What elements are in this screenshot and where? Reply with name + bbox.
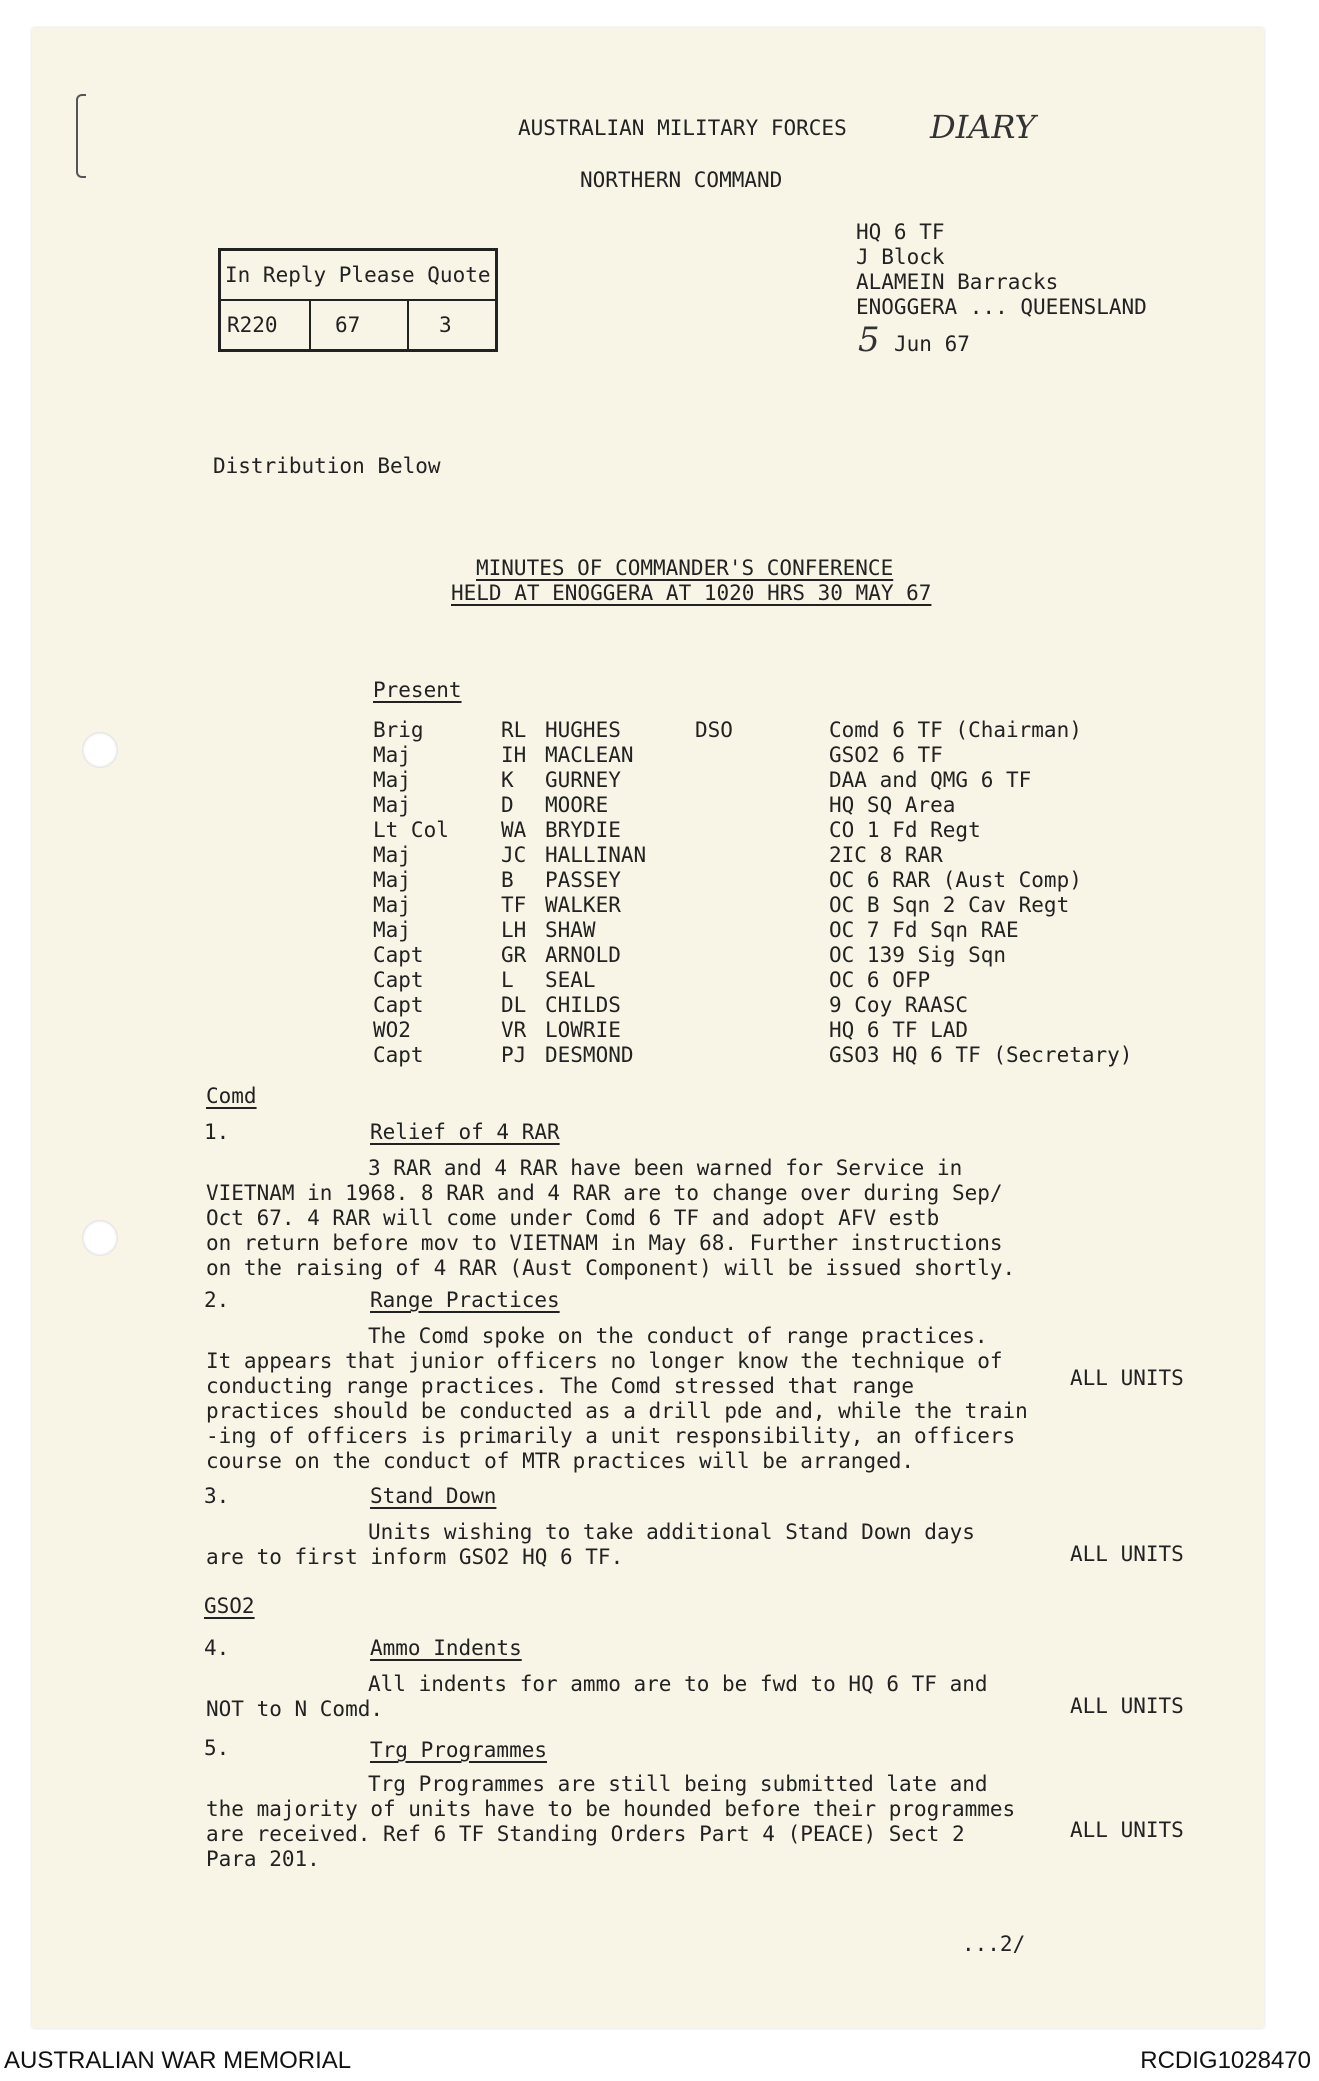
- item-action-units: ALL UNITS: [1070, 1818, 1184, 1842]
- attendee-initials: TF: [501, 893, 527, 917]
- item-title: Relief of 4 RAR: [370, 1120, 560, 1144]
- attendee-appointment: 2IC 8 RAR: [829, 843, 943, 867]
- attendee-initials: JC: [501, 843, 527, 867]
- attendee-name: MACLEAN: [545, 743, 634, 767]
- attendee-appointment: OC 139 Sig Sqn: [829, 943, 1007, 967]
- item-body-line: on return before mov to VIETNAM in May 68. Further instructions: [206, 1231, 1003, 1255]
- org-heading: AUSTRALIAN MILITARY FORCES: [518, 116, 847, 140]
- item-number: 1.: [204, 1120, 230, 1144]
- attendee-name: HALLINAN: [545, 843, 647, 867]
- item-number: 3.: [204, 1484, 230, 1508]
- item-body-line: NOT to N Comd.: [206, 1697, 384, 1721]
- punch-hole-top: [82, 732, 118, 768]
- item-body-line: 3 RAR and 4 RAR have been warned for Service in: [368, 1156, 963, 1180]
- attendee-name: GURNEY: [545, 768, 621, 792]
- attendee-row: [373, 968, 1203, 993]
- attendee-postnominal: DSO: [695, 718, 733, 742]
- handwritten-date-day: 5: [858, 320, 880, 360]
- reference-cell: 3: [439, 313, 452, 337]
- attendee-rank: Maj: [373, 843, 411, 867]
- attendee-row: [373, 718, 1203, 743]
- reference-cell: R220: [221, 299, 311, 351]
- attendee-appointment: HQ 6 TF LAD: [829, 1018, 969, 1042]
- attendee-name: ARNOLD: [545, 943, 621, 967]
- letter-date: Jun 67: [894, 332, 970, 356]
- attendee-row: [373, 893, 1203, 918]
- item-title: Ammo Indents: [370, 1636, 522, 1660]
- item-body-line: Units wishing to take additional Stand Down days: [368, 1520, 975, 1544]
- item-body-line: Oct 67. 4 RAR will come under Comd 6 TF and adopt AFV estb: [206, 1206, 940, 1230]
- section-gso2: GSO2: [204, 1594, 255, 1618]
- attendee-row: [373, 1018, 1203, 1043]
- attendee-name: DESMOND: [545, 1043, 634, 1067]
- item-body-line: Trg Programmes are still being submitted late and: [368, 1772, 988, 1796]
- attendee-row: [373, 1043, 1203, 1068]
- attendee-rank: Capt: [373, 943, 424, 967]
- item-body-line: Para 201.: [206, 1847, 320, 1871]
- minutes-title: MINUTES OF COMMANDER'S CONFERENCE: [476, 556, 894, 580]
- attendee-initials: RL: [501, 718, 527, 742]
- item-body-line: practices should be conducted as a drill pde and, while the train: [206, 1399, 1028, 1423]
- attendee-row: [373, 793, 1203, 818]
- attendee-name: BRYDIE: [545, 818, 621, 842]
- address-line: ENOGGERA ... QUEENSLAND: [856, 295, 1147, 319]
- item-body-line: the majority of units have to be hounded before their programmes: [206, 1797, 1016, 1821]
- attendee-rank: WO2: [373, 1018, 411, 1042]
- attendee-appointment: GSO3 HQ 6 TF (Secretary): [829, 1043, 1133, 1067]
- attendee-rank: Maj: [373, 768, 411, 792]
- item-body: [206, 1324, 1028, 1474]
- page-continuation: ...2/: [962, 1932, 1026, 1956]
- attendee-rank: Lt Col: [373, 818, 449, 842]
- attendee-initials: D: [501, 793, 514, 817]
- attendee-row: [373, 943, 1203, 968]
- attendee-initials: GR: [501, 943, 527, 967]
- punch-hole-bottom: [82, 1220, 118, 1256]
- attendee-name: PASSEY: [545, 868, 621, 892]
- attendee-rank: Maj: [373, 868, 411, 892]
- item-number: 5.: [204, 1736, 230, 1760]
- reference-title: In Reply Please Quote: [221, 251, 495, 301]
- attendee-rank: Maj: [373, 893, 411, 917]
- attendee-name: MOORE: [545, 793, 609, 817]
- attendee-row: [373, 768, 1203, 793]
- attendee-row: [373, 743, 1203, 768]
- attendee-initials: L: [501, 968, 514, 992]
- item-body-line: are received. Ref 6 TF Standing Orders Part 4 (PEACE) Sect 2: [206, 1822, 965, 1846]
- attendee-list: [373, 718, 1203, 1068]
- handwritten-diary-note: DIARY: [930, 108, 1036, 146]
- footer-archive-name: AUSTRALIAN WAR MEMORIAL: [4, 2047, 352, 2074]
- attendee-appointment: Comd 6 TF (Chairman): [829, 718, 1082, 742]
- reference-cell: 67: [311, 299, 409, 351]
- attendee-row: [373, 843, 1203, 868]
- attendee-initials: LH: [501, 918, 527, 942]
- attendee-appointment: 9 Coy RAASC: [829, 993, 969, 1017]
- item-body-line: All indents for ammo are to be fwd to HQ 6 TF and: [368, 1672, 988, 1696]
- attendee-appointment: DAA and QMG 6 TF: [829, 768, 1032, 792]
- attendee-initials: B: [501, 868, 514, 892]
- distribution-line: Distribution Below: [213, 454, 441, 478]
- item-title: Trg Programmes: [370, 1738, 548, 1762]
- item-body: [206, 1520, 975, 1570]
- attendee-rank: Maj: [373, 793, 411, 817]
- attendee-name: SEAL: [545, 968, 596, 992]
- attendee-name: WALKER: [545, 893, 621, 917]
- attendee-appointment: HQ SQ Area: [829, 793, 956, 817]
- reference-box: [218, 248, 498, 352]
- attendee-appointment: GSO2 6 TF: [829, 743, 943, 767]
- item-body-line: on the raising of 4 RAR (Aust Component) will be issued shortly.: [206, 1256, 1016, 1280]
- attendee-row: [373, 868, 1203, 893]
- address-line: J Block: [856, 245, 945, 269]
- attendee-name: CHILDS: [545, 993, 621, 1017]
- attendee-appointment: CO 1 Fd Regt: [829, 818, 981, 842]
- attendee-rank: Capt: [373, 993, 424, 1017]
- item-body: [206, 1672, 988, 1722]
- item-title: Range Practices: [370, 1288, 560, 1312]
- item-number: 4.: [204, 1636, 230, 1660]
- attendee-row: [373, 818, 1203, 843]
- item-body: [206, 1156, 1015, 1281]
- section-comd: Comd: [206, 1084, 257, 1108]
- attendee-row: [373, 918, 1203, 943]
- staple-mark: [76, 94, 86, 178]
- item-body-line: VIETNAM in 1968. 8 RAR and 4 RAR are to change over during Sep/: [206, 1181, 1003, 1205]
- attendee-appointment: OC 7 Fd Sqn RAE: [829, 918, 1019, 942]
- item-body-line: It appears that junior officers no longer know the technique of: [206, 1349, 1003, 1373]
- attendee-initials: DL: [501, 993, 527, 1017]
- item-body-line: The Comd spoke on the conduct of range practices.: [368, 1324, 988, 1348]
- attendee-name: LOWRIE: [545, 1018, 621, 1042]
- command-heading: NORTHERN COMMAND: [580, 168, 783, 192]
- item-body-line: conducting range practices. The Comd stressed that range: [206, 1374, 915, 1398]
- attendee-initials: K: [501, 768, 514, 792]
- minutes-subtitle: HELD AT ENOGGERA AT 1020 HRS 30 MAY 67: [451, 581, 932, 605]
- attendee-row: [373, 993, 1203, 1018]
- attendee-name: HUGHES: [545, 718, 621, 742]
- attendee-rank: Maj: [373, 743, 411, 767]
- attendee-initials: IH: [501, 743, 527, 767]
- attendee-initials: PJ: [501, 1043, 527, 1067]
- item-body-line: are to first inform GSO2 HQ 6 TF.: [206, 1545, 624, 1569]
- present-heading: Present: [373, 678, 462, 702]
- item-action-units: ALL UNITS: [1070, 1542, 1184, 1566]
- attendee-appointment: OC 6 OFP: [829, 968, 931, 992]
- item-body-line: -ing of officers is primarily a unit responsibility, an officers: [206, 1424, 1016, 1448]
- attendee-appointment: OC 6 RAR (Aust Comp): [829, 868, 1082, 892]
- item-number: 2.: [204, 1288, 230, 1312]
- attendee-rank: Maj: [373, 918, 411, 942]
- document-page: [32, 28, 1264, 2028]
- item-title: Stand Down: [370, 1484, 497, 1508]
- item-body: [206, 1772, 1015, 1872]
- attendee-rank: Brig: [373, 718, 424, 742]
- attendee-initials: WA: [501, 818, 527, 842]
- item-body-line: course on the conduct of MTR practices will be arranged.: [206, 1449, 915, 1473]
- attendee-name: SHAW: [545, 918, 596, 942]
- attendee-appointment: OC B Sqn 2 Cav Regt: [829, 893, 1070, 917]
- item-action-units: ALL UNITS: [1070, 1694, 1184, 1718]
- address-line: ALAMEIN Barracks: [856, 270, 1059, 294]
- attendee-initials: VR: [501, 1018, 527, 1042]
- attendee-rank: Capt: [373, 1043, 424, 1067]
- footer-record-id: RCDIG1028470: [1140, 2047, 1311, 2074]
- item-action-units: ALL UNITS: [1070, 1366, 1184, 1390]
- attendee-rank: Capt: [373, 968, 424, 992]
- address-line: HQ 6 TF: [856, 220, 945, 244]
